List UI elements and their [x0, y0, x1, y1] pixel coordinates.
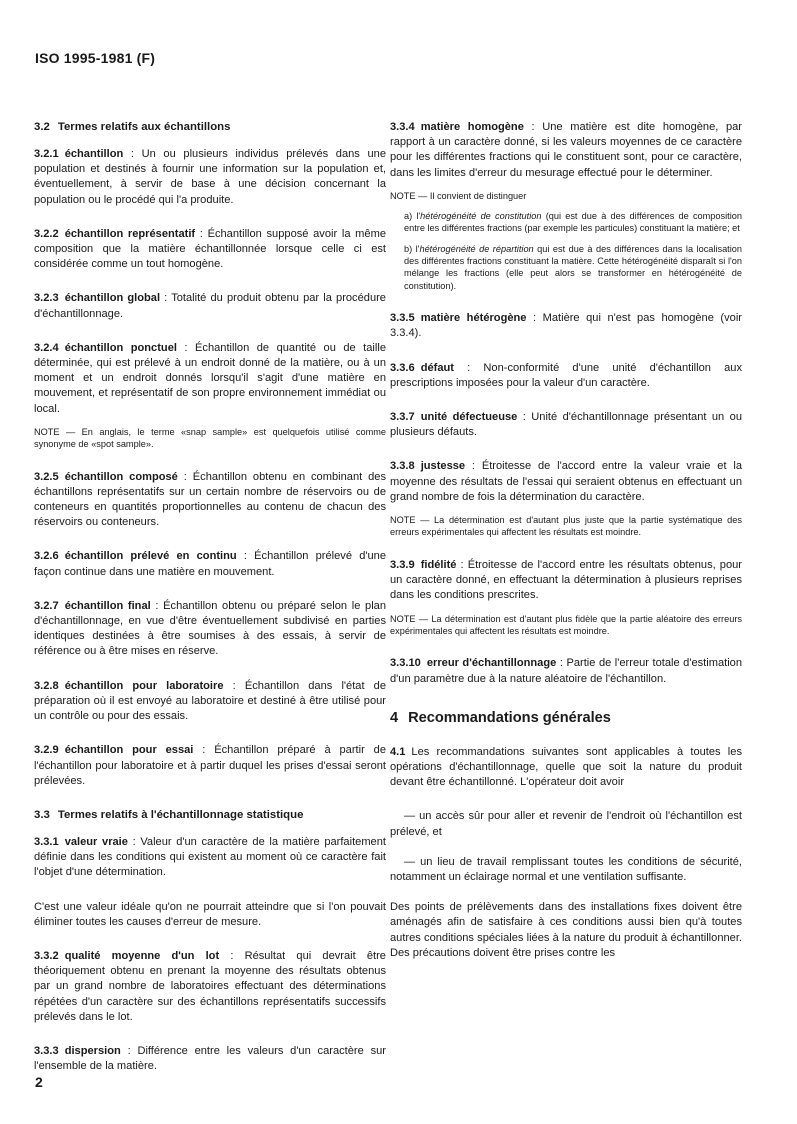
clause-3-2-8: 3.2.8 échantillon pour laboratoire : Échantillon dans l'état de préparation où il est envoyé au laboratoire et destiné à être utilisé pour un contrôle ou pour des essais.	[34, 679, 387, 723]
note-3-3-4-item-a: a) l'hétérogénéité de constitution (qui est due à des différences de composition entre les différentes fractions (par exemple les particules) constituant la matière; et	[404, 210, 742, 234]
page-number: 2	[35, 1074, 43, 1090]
clause-3-3-4: 3.3.4 matière homogène : Une matière est dite homogène, par rapport à un caractère donné, si les valeurs moyennes de ce caractère pour les différentes fractions qui le constituent sont, pour ce caractère, dans les limites d'erreur du mesurage effectué pour le déterminer.	[390, 121, 743, 179]
right-column	[390, 120, 742, 980]
clause-3-2-9: 3.2.9 échantillon pour essai : Échantillon préparé à partir de l'échantillon pour laboratoire et à partir duquel les prises d'essai seront prélevées.	[34, 744, 386, 787]
list-item-workplace: — un lieu de travail remplissant toutes les conditions de sécurité, notamment un éclairage normal et une ventilation suffisante.	[390, 855, 742, 883]
clause-3-3-8: 3.3.8 justesse : Étroitesse de l'accord entre la valeur vraie et la moyenne des résultats de l'essai qui seraient obtenus en effectuant un grand nombre de fois la détermination du caractère.	[390, 460, 742, 503]
section-heading-3-2: 3.2 Termes relatifs aux échantillons	[34, 121, 231, 133]
clause-3-3-1-remark: C'est une valeur idéale qu'on ne pourrait atteindre que si l'on pouvait éliminer toutes les causes d'erreur de mesure.	[34, 900, 386, 928]
clause-3-2-4: 3.2.4 échantillon ponctuel : Échantillon de quantité ou de taille déterminée, qui est prélevé à un endroit donné de la matière, ou à un moment et un endroit donnés lorsqu'il s'agit d'une matière en mouvement, et représentatif de son propre environnement immédiat ou local.	[34, 341, 386, 415]
clause-3-2-5: 3.2.5 échantillon composé : Échantillon obtenu en combinant des échantillons représentatifs sur un certain nombre de réservoirs ou de conteneurs en quantités proportionnelles au contenu de chacun des réservoirs ou conteneurs.	[34, 470, 386, 529]
clause-3-2-6: 3.2.6 échantillon prélevé en continu : Échantillon prélevé d'une façon continue dans une matière en mouvement.	[34, 550, 386, 578]
section-heading-4: 4 Recommandations générales	[390, 709, 611, 726]
clause-3-3-1: 3.3.1 valeur vraie : Valeur d'un caractère de la matière parfaitement définie dans les conditions qui existent au moment où ce caractère fait l'objet d'une détermination.	[34, 835, 386, 879]
clause-4-1: 4.1 Les recommandations suivantes sont applicables à toutes les opérations d'échantillonnage, quelle que soit la nature du produit devant être échantillonné. L'opérateur doit avoir	[390, 745, 742, 789]
clause-3-3-10: 3.3.10 erreur d'échantillonnage : Partie de l'erreur totale d'estimation d'un paramètre due à la nature aléatoire de l'échantillon.	[390, 657, 743, 685]
clause-3-2-2: 3.2.2 échantillon représentatif : Échantillon supposé avoir la même composition que la matière échantillonnée lorsque celle ci est considérée comme un tout homogène.	[34, 227, 386, 271]
clause-3-3-3: 3.3.3 dispersion : Différence entre les valeurs d'un caractère sur l'ensemble de la matière.	[34, 1044, 386, 1073]
note-3-3-8: NOTE — La détermination est d'autant plus juste que la partie systématique des erreurs expérimentales qui affectent les résultats est moindre.	[390, 515, 742, 538]
clause-3-3-5: 3.3.5 matière hétérogène : Matière qui n'est pas homogène (voir 3.3.4).	[390, 312, 742, 340]
document-header: ISO 1995-1981 (F)	[35, 50, 156, 66]
clause-4-1-continued: Des points de prélèvements dans des installations fixes doivent être aménagés afin de satisfaire à ces conditions aussi bien qu'à toutes autres conditions spéciales liées à la nature du produit à échantillonner. Des précautions doivent être prises contre les	[390, 901, 742, 959]
note-3-3-4-item-b: b) l'hétérogénéité de répartition qui est due à des différences dans la localisation des différentes fractions constituant la matière. Cette hétérogénéité disparaît si l'on mélange les fractions (elle peut alors se transformer en hétérogénéité de constitution).	[404, 243, 743, 291]
left-column	[34, 120, 386, 1093]
clause-3-3-6: 3.3.6 défaut : Non-conformité d'une unité d'échantillon aux prescriptions imposées pour la valeur d'un caractère.	[390, 361, 742, 389]
list-item-access: — un accès sûr pour aller et revenir de l'endroit où l'échantillon est prélevé, et	[390, 810, 742, 838]
clause-3-3-2: 3.3.2 qualité moyenne d'un lot : Résultat qui devrait être théoriquement obtenu en prenant la moyenne des résultats obtenus par un grand nombre de laboratoires effectuant des déterminations répétées d'un caractère sur des échantillons représentatifs successifs prélevés dans le lot.	[34, 949, 386, 1023]
note-3-2-4: NOTE — En anglais, le terme «snap sample» est quelquefois utilisé comme synonyme de «spot sample».	[34, 426, 386, 450]
clause-3-3-9: 3.3.9 fidélité : Étroitesse de l'accord entre les résultats obtenus, pour un caractère donné, en effectuant la détermination à plusieurs reprises dans les conditions prescrites.	[390, 558, 742, 602]
clause-3-3-7: 3.3.7 unité défectueuse : Unité d'échantillonnage présentant un ou plusieurs défauts.	[390, 411, 742, 439]
note-3-3-4: NOTE — Il convient de distinguer	[390, 190, 527, 201]
section-heading-3-3: 3.3 Termes relatifs à l'échantillonnage statistique	[34, 808, 304, 821]
clause-3-2-1: 3.2.1 échantillon : Un ou plusieurs individus prélevés dans une population et destinés à fournir une information sur la population et, éventuellement, à servir de base à une décision concernant la population ou le procédé qui l'a produite.	[34, 148, 386, 206]
note-3-3-9: NOTE — La détermination est d'autant plus fidèle que la partie aléatoire des erreurs expérimentales qui affectent les résultats est moindre.	[390, 613, 742, 636]
clause-3-2-7: 3.2.7 échantillon final : Échantillon obtenu ou préparé selon le plan d'échantillonnage, en vue d'être éventuellement subdivisé en parties identiques destinées à être soumises à des essais, à servir de référence ou à être mises en réserve.	[34, 599, 386, 658]
clause-3-2-3: 3.2.3 échantillon global : Totalité du produit obtenu par la procédure d'échantillonnage.	[34, 292, 386, 320]
